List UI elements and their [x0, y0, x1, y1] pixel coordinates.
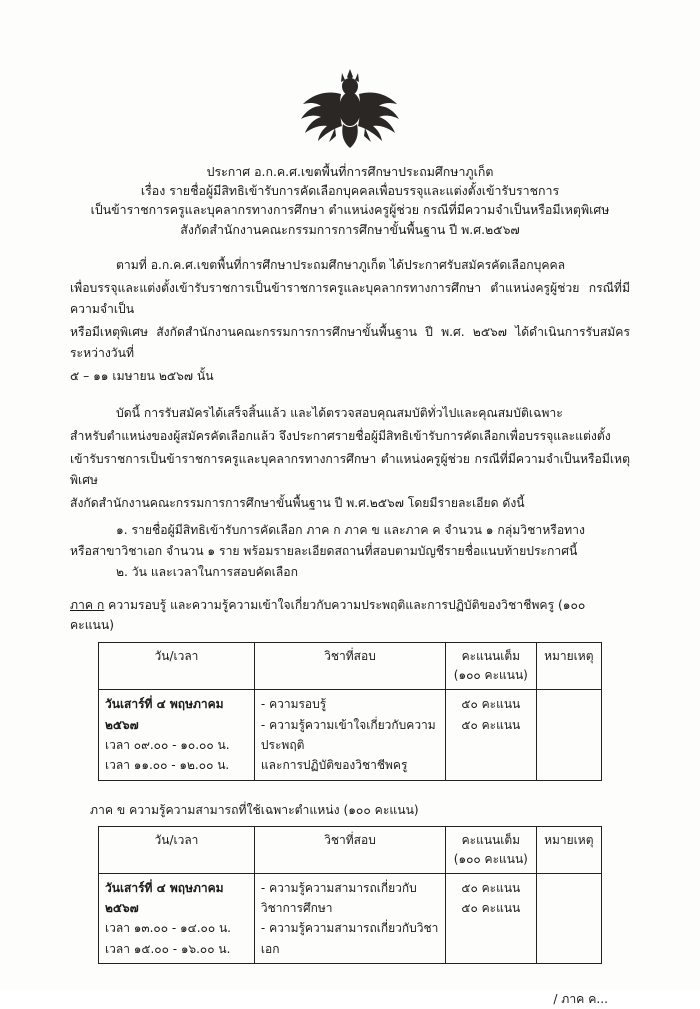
cell-note-b [536, 873, 601, 964]
cell-date-a-line1: เวลา ๐๙.๐๐ - ๑๐.๐๐ น. [105, 737, 230, 752]
cell-date-b-title: วันเสาร์ที่ ๔ พฤษภาคม ๒๕๖๗ [105, 880, 224, 916]
cell-score-b-line2: ๕๐ คะแนน [461, 901, 521, 916]
th-score-b-sub: (๑๐๐ คะแนน) [453, 851, 528, 866]
th-score-b-main: คะแนนเต็ม [461, 832, 521, 847]
section-b-label: ภาค ข ความรู้ความสามารถที่ใช้เฉพาะตำแหน่ง (๑๐๐ คะแนน) [90, 802, 419, 817]
th-note-b: หมายเหตุ [536, 826, 601, 873]
cell-note-a [536, 690, 601, 781]
cell-subject-b-line1: - ความรู้ความสามารถเกี่ยวกับวิชาการศึกษา [260, 880, 417, 916]
cell-date-a-title: วันเสาร์ที่ ๔ พฤษภาคม ๒๕๖๗ [105, 697, 224, 732]
numbered-items [70, 520, 630, 583]
cell-subject-a-line3: และการปฏิบัติของวิชาชีพครู [260, 758, 408, 773]
header-line-2: เรื่อง รายชื่อผู้มีสิทธิเข้ารับการคัดเลือกบุคคลเพื่อบรรจุและแต่งตั้งเข้ารับราชการ [140, 183, 560, 199]
paragraph-2-line-3: เข้ารับราชการเป็นข้าราชการครูและบุคลากรทางการศึกษา ตำแหน่งครูผู้ช่วย กรณีที่มีความจำเป็นหรือมีเหตุพิเศษ [70, 451, 630, 487]
table-row [99, 643, 602, 690]
header-line-4: สังกัดสำนักงานคณะกรรมการการศึกษาขั้นพื้นฐาน ปี พ.ศ.๒๕๖๗ [180, 221, 520, 237]
paragraph-1-line-1: ตามที่ อ.ก.ค.ศ.เขตพื้นที่การศึกษาประถมศึกษาภูเก็ต ได้ประกาศรับสมัครคัดเลือกบุคคล [116, 257, 566, 272]
paragraph-2-line-2: สำหรับตำแหน่งของผู้สมัครคัดเลือกแล้ว จึงประกาศรายชื่อผู้มีสิทธิเข้ารับการคัดเลือกเพื่อบรรจุและแต่งตั้ง [70, 428, 611, 443]
cell-score-b-line1: ๕๐ คะแนน [461, 880, 521, 895]
table-row [99, 873, 602, 964]
document-header [70, 162, 630, 239]
th-score-a-main: คะแนนเต็ม [461, 649, 521, 664]
paragraph-2-line-1: บัดนี้ การรับสมัครได้เสร็จสิ้นแล้ว และได้ตรวจสอบคุณสมบัติทั่วไปและคุณสมบัติเฉพาะ [116, 405, 563, 420]
cell-score-a-line2: ๕๐ คะแนน [461, 717, 521, 732]
th-score-a-sub: (๑๐๐ คะแนน) [453, 668, 528, 683]
cell-score-a-line1: ๕๐ คะแนน [461, 697, 521, 712]
cell-date-b-line1: เวลา ๑๓.๐๐ - ๑๔.๐๐ น. [105, 921, 231, 936]
th-score-b [446, 826, 537, 873]
cell-date-b-line2: เวลา ๑๕.๐๐ - ๑๖.๐๐ น. [105, 941, 231, 956]
th-subject-a: วิชาที่สอบ [254, 643, 445, 690]
page-continuation-note: / ภาค ค... [553, 992, 608, 1007]
paragraph-1-line-4: ๕ – ๑๑ เมษายน ๒๕๖๗ นั้น [70, 368, 214, 383]
th-date-a: วัน/เวลา [99, 643, 255, 690]
cell-score-b [446, 873, 537, 964]
cell-subject-a-line2: - ความรู้ความเข้าใจเกี่ยวกับความประพฤติ [260, 717, 436, 752]
cell-date-b [99, 873, 255, 964]
th-date-b: วัน/เวลา [99, 826, 255, 873]
paragraph-2-line-4: สังกัดสำนักงานคณะกรรมการการศึกษาขั้นพื้นฐาน ปี พ.ศ.๒๕๖๗ โดยมีรายละเอียด ดังนี้ [70, 495, 525, 510]
paragraph-background [70, 255, 630, 387]
exam-table-section-a [98, 642, 602, 781]
table-b-wrap [70, 826, 630, 965]
th-score-a [446, 643, 537, 690]
cell-date-a [99, 690, 255, 781]
cell-subject-a-line1: - ความรอบรู้ [260, 697, 327, 712]
cell-subject-b-line2: - ความรู้ความสามารถเกี่ยวกับวิชาเอก [260, 921, 439, 956]
item-2: ๒. วัน และเวลาในการสอบคัดเลือก [116, 564, 298, 579]
section-a-tag: ภาค ก [70, 597, 105, 612]
item-1-line-2: หรือสาขาวิชาเอก จำนวน ๑ ราย พร้อมรายละเอียดสถานที่สอบตามบัญชีรายชื่อแนบท้ายประกาศนี้ [70, 543, 578, 558]
table-a-wrap [70, 642, 630, 781]
cell-subject-b [254, 873, 445, 964]
section-a-rest: ความรอบรู้ และความรู้ความเข้าใจเกี่ยวกับความประพฤติและการปฏิบัติของวิชาชีพครู (๑๐๐ คะแนน) [70, 597, 586, 633]
cell-score-a [446, 690, 537, 781]
header-line-1: ประกาศ อ.ก.ค.ศ.เขตพื้นที่การศึกษาประถมศึกษาภูเก็ต [206, 164, 494, 179]
garuda-emblem [295, 0, 405, 152]
header-line-3: เป็นข้าราชการครูและบุคลากรทางการศึกษา ตำแหน่งครูผู้ช่วย กรณีที่มีความจำเป็นหรือมีเหตุพิเศษ [90, 202, 610, 218]
section-a-label [70, 595, 630, 636]
th-subject-b: วิชาที่สอบ [254, 826, 445, 873]
cell-date-a-line2: เวลา ๑๑.๐๐ - ๑๒.๐๐ น. [105, 758, 230, 773]
exam-table-section-b [98, 826, 602, 965]
paragraph-1-line-3: หรือมีเหตุพิเศษ สังกัดสำนักงานคณะกรรมการการศึกษาขั้นพื้นฐาน ปี พ.ศ. ๒๕๖๗ ได้ดำเนินการรับสมัครระหว่างวันที่ [70, 324, 630, 360]
paragraph-1-line-2: เพื่อบรรจุและแต่งตั้งเข้ารับราชการเป็นข้าราชการครูและบุคลากรทางการศึกษา ตำแหน่งครูผู้ช่วย กรณีที่มีความจำเป็น [70, 280, 630, 316]
table-row [99, 826, 602, 873]
item-1-line-1: ๑. รายชื่อผู้มีสิทธิเข้ารับการคัดเลือก ภาค ก ภาค ข และภาค ค จำนวน ๑ กลุ่มวิชาหรือทาง [116, 522, 585, 537]
cell-subject-a [254, 690, 445, 781]
table-row [99, 690, 602, 781]
th-note-a: หมายเหตุ [536, 643, 601, 690]
paragraph-announcement [70, 403, 630, 514]
